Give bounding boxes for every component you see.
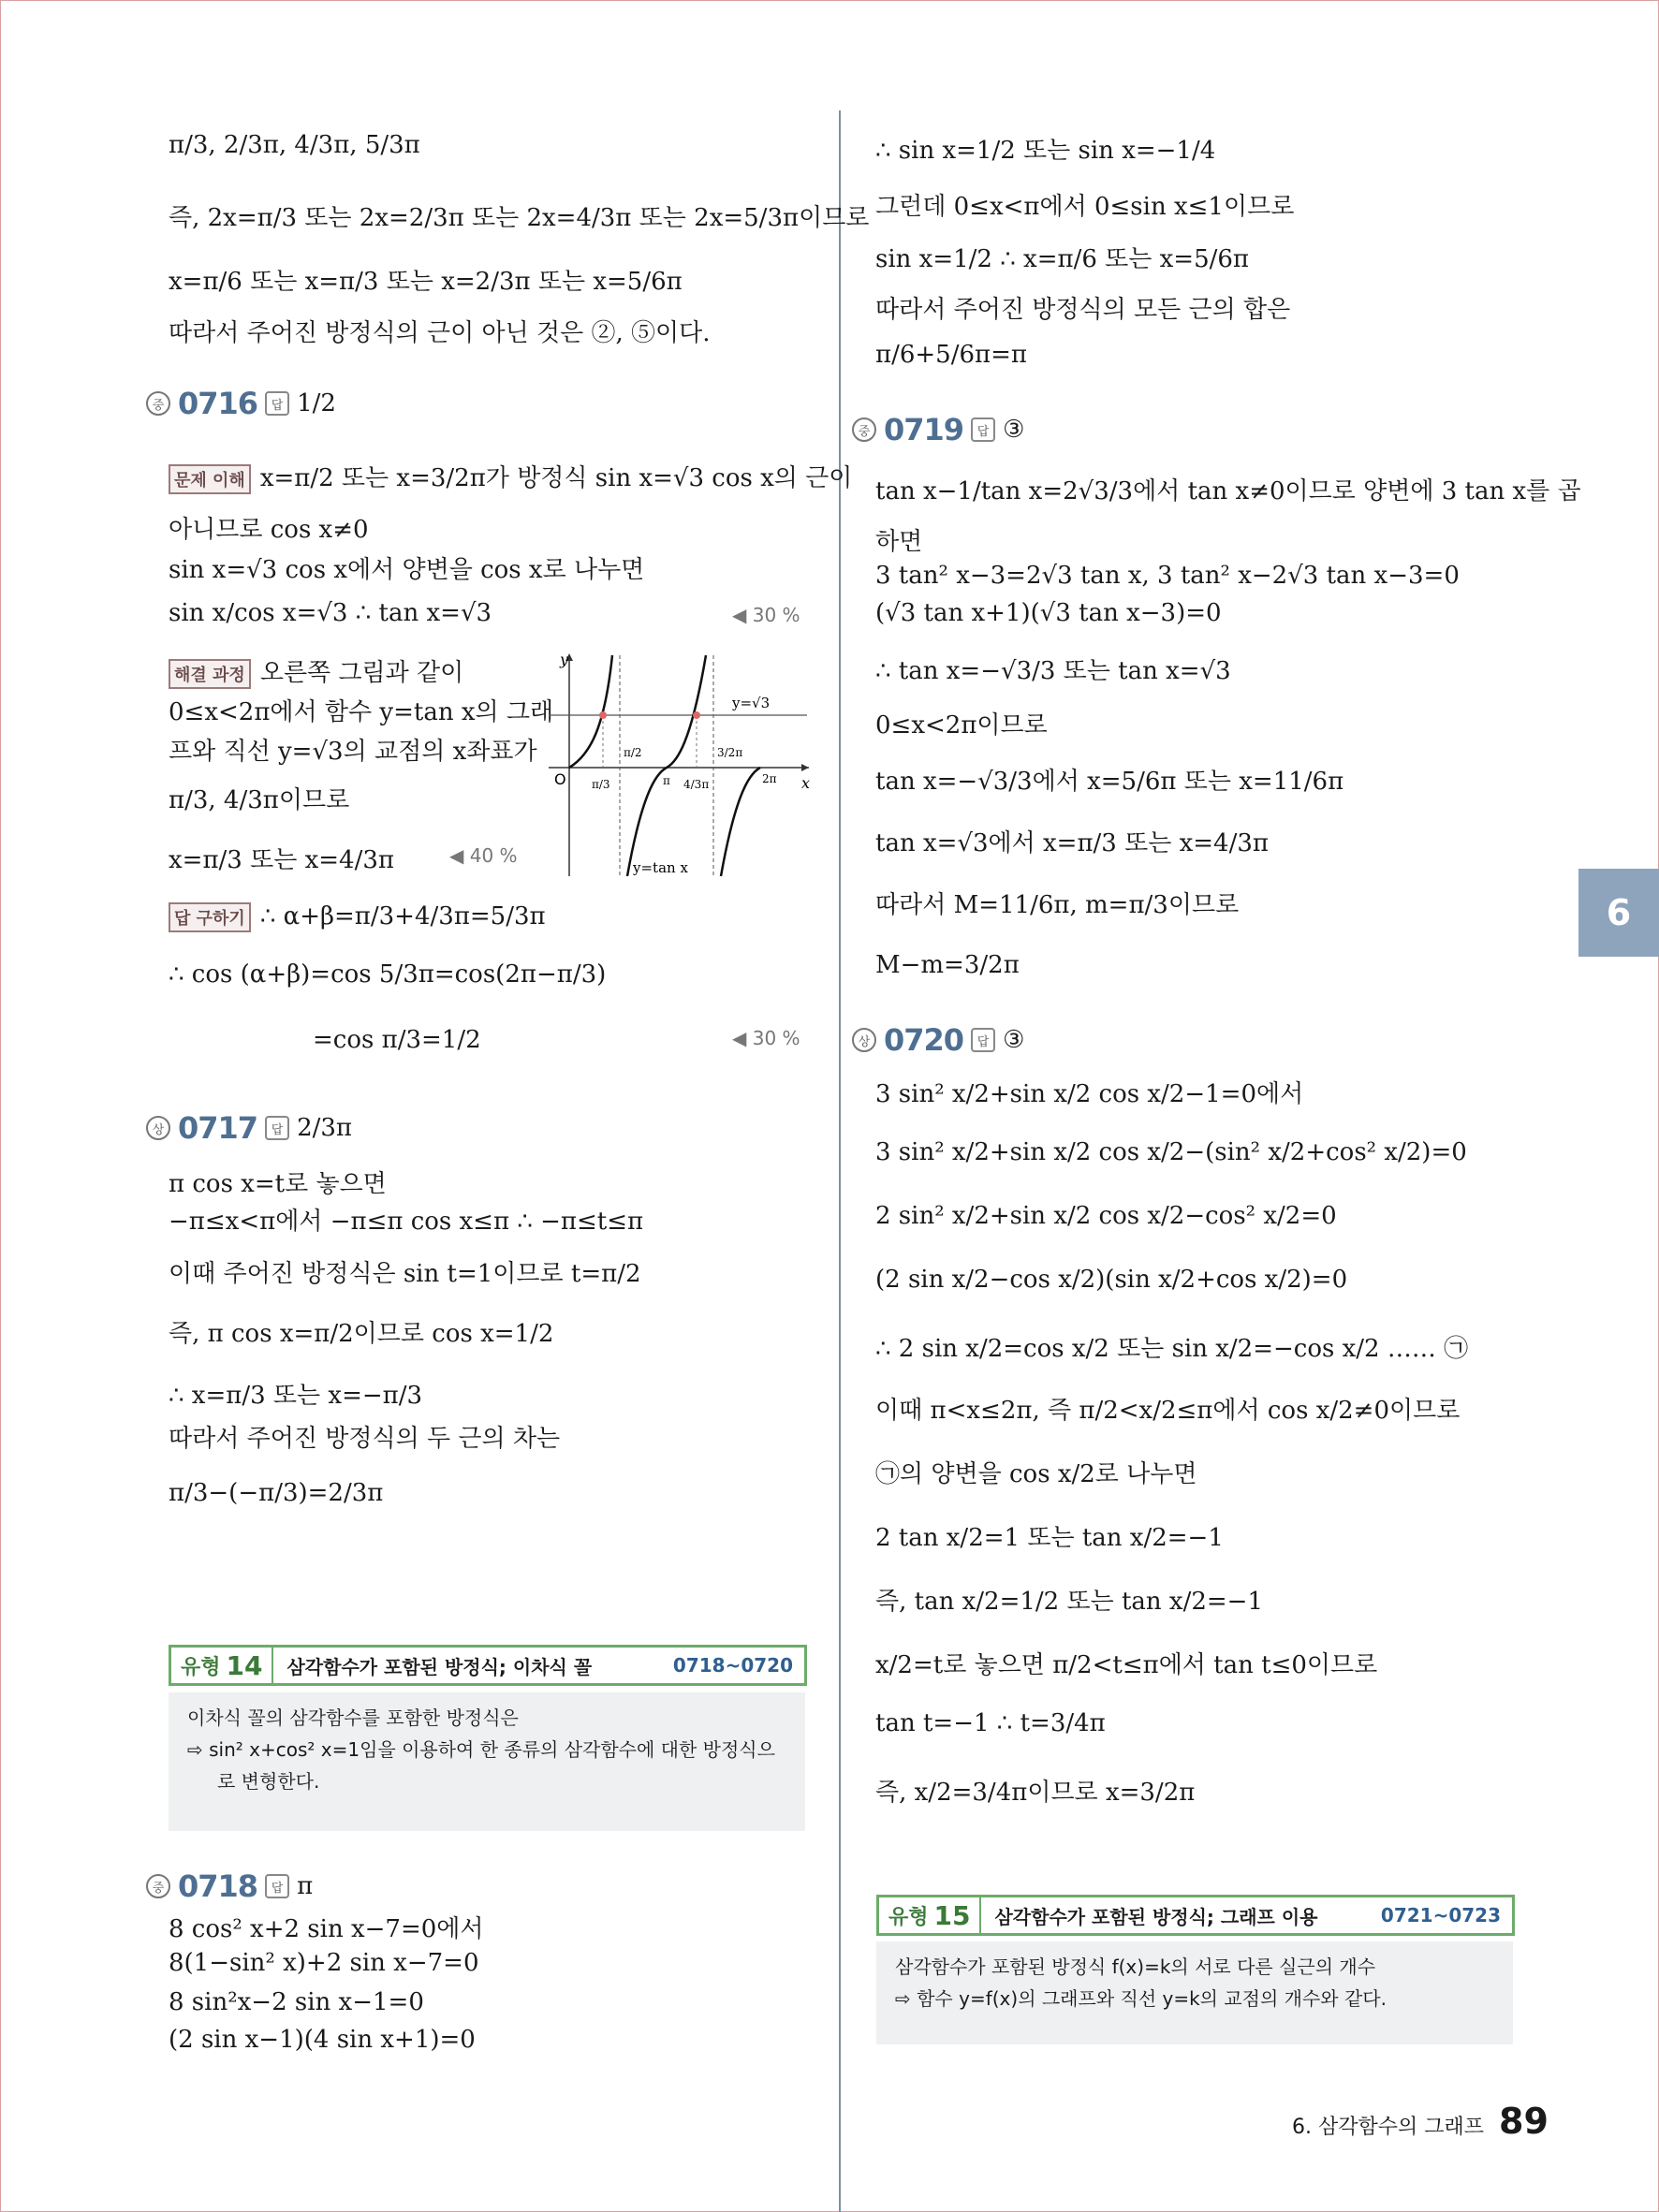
x-axis-arrow xyxy=(801,764,809,771)
graph-curve-label: y=tan x xyxy=(633,859,688,876)
type-15-header xyxy=(876,1895,1515,1936)
text-line: 3 sin² x/2+sin x/2 cos x/2−1=0에서 xyxy=(875,1080,1304,1108)
question-header-0718 xyxy=(146,1868,313,1904)
percent-score: ◀ 30 % xyxy=(732,604,800,626)
type-body-line: ⇨ 함수 y=f(x)의 그래프와 직선 y=k의 교점의 개수와 같다. xyxy=(895,1987,1387,2010)
question-header-0717 xyxy=(146,1110,352,1146)
text-line: tan t=−1 ∴ t=3/4π xyxy=(875,1709,1106,1737)
text-line: 8 cos² x+2 sin x−7=0에서 xyxy=(169,1915,484,1943)
difficulty-badge: 중 xyxy=(146,391,170,416)
text-line: 2 tan x/2=1 또는 tan x/2=−1 xyxy=(875,1524,1224,1552)
graph-tick: π/3 xyxy=(592,778,610,791)
text-line: 0≤x<2π에서 함수 y=tan x의 그래 xyxy=(169,698,554,726)
text-line: 즉, 2x=π/3 또는 2x=2/3π 또는 2x=4/3π 또는 2x=5/3π이므로 xyxy=(169,204,870,232)
type-body-line: 이차식 꼴의 삼각함수를 포함한 방정식은 xyxy=(187,1707,519,1729)
graph-xlabel: x xyxy=(801,774,811,792)
graph-ylabel: y xyxy=(560,652,569,668)
text-line: (2 sin x−1)(4 sin x+1)=0 xyxy=(169,2026,476,2054)
type-label: 유형 14 xyxy=(171,1648,273,1683)
graph-tick: 3/2π xyxy=(717,746,743,759)
graph-tick: 4/3π xyxy=(683,778,710,791)
difficulty-badge: 중 xyxy=(852,417,876,442)
graph-origin: O xyxy=(554,770,566,788)
page-number: 89 xyxy=(1499,2101,1549,2142)
text-line: x=π/3 또는 x=4/3π xyxy=(169,846,394,874)
text-line: ∴ sin x=1/2 또는 sin x=−1/4 xyxy=(875,137,1216,165)
text-line: 8(1−sin² x)+2 sin x−7=0 xyxy=(169,1949,479,1977)
type-title: 삼각함수가 포함된 방정식; 이차식 꼴 xyxy=(286,1655,593,1678)
answer-tag: 답 xyxy=(971,417,995,442)
type-14-header xyxy=(169,1645,807,1686)
text-line: sin x/cos x=√3 ∴ tan x=√3 xyxy=(169,599,492,627)
text-line: 즉, π cos x=π/2이므로 cos x=1/2 xyxy=(169,1320,554,1348)
text-line: 아니므로 cos x≠0 xyxy=(169,516,369,544)
text-line: ∴ 2 sin x/2=cos x/2 또는 sin x/2=−cos x/2 …… ㉠ xyxy=(875,1335,1469,1363)
text-line: 이때 주어진 방정식은 sin t=1이므로 t=π/2 xyxy=(169,1260,641,1288)
text-line: 즉, tan x/2=1/2 또는 tan x/2=−1 xyxy=(875,1588,1263,1616)
chapter-tab: 6 xyxy=(1578,869,1659,957)
step-label: 해결 과정 xyxy=(169,659,251,689)
answer-tag: 답 xyxy=(265,1116,289,1140)
text-line: tan x=√3에서 x=π/3 또는 x=4/3π xyxy=(875,829,1269,857)
text-line: tan x=−√3/3에서 x=5/6π 또는 x=11/6π xyxy=(875,768,1344,796)
question-number: 0719 xyxy=(884,412,964,447)
text-line xyxy=(169,653,463,689)
step-text: x=π/2 또는 x=3/2π가 방정식 sin x=√3 cos x의 근이 xyxy=(259,464,853,492)
text-line: 프와 직선 y=√3의 교점의 x좌표가 xyxy=(169,738,537,766)
text-line: 0≤x<2π이므로 xyxy=(875,711,1048,740)
text-line: 그런데 0≤x<π에서 0≤sin x≤1이므로 xyxy=(875,193,1295,221)
type-range: 0718~0720 xyxy=(672,1654,793,1677)
answer-tag: 답 xyxy=(265,1874,289,1898)
text-line: 따라서 주어진 방정식의 두 근의 차는 xyxy=(169,1425,561,1453)
answer-value: ③ xyxy=(1003,1026,1025,1054)
intersection-point xyxy=(599,711,607,719)
question-number: 0718 xyxy=(178,1868,258,1904)
text-line: x/2=t로 놓으면 π/2<t≤π에서 tan t≤0이므로 xyxy=(875,1651,1378,1679)
text-line xyxy=(169,902,546,932)
type-range: 0721~0723 xyxy=(1380,1904,1501,1926)
type-label: 유형 15 xyxy=(879,1897,981,1933)
step-label: 답 구하기 xyxy=(169,902,251,932)
text-line: π cos x=t로 놓으면 xyxy=(169,1170,387,1198)
type-14-body xyxy=(169,1692,805,1831)
type-body-line: 삼각함수가 포함된 방정식 f(x)=k의 서로 다른 실근의 개수 xyxy=(895,1956,1376,1978)
type-15-body xyxy=(876,1941,1513,2044)
answer-tag: 답 xyxy=(265,391,289,416)
text-line: ㉠의 양변을 cos x/2로 나누면 xyxy=(875,1460,1197,1488)
text-line: ∴ tan x=−√3/3 또는 tan x=√3 xyxy=(875,657,1231,685)
footer-chapter-title: 6. 삼각함수의 그래프 xyxy=(1292,2116,1484,2139)
text-line: −π≤x<π에서 −π≤π cos x≤π ∴ −π≤t≤π xyxy=(169,1208,644,1236)
text-line: 3 sin² x/2+sin x/2 cos x/2−(sin² x/2+cos² x/2)=0 xyxy=(875,1138,1467,1166)
question-number: 0716 xyxy=(178,386,258,421)
intersection-point xyxy=(693,711,700,719)
text-line: 즉, x/2=3/4π이므로 x=3/2π xyxy=(875,1779,1196,1807)
question-number: 0720 xyxy=(884,1022,964,1058)
step-text: 오른쪽 그림과 같이 xyxy=(259,659,464,687)
text-line: sin x=1/2 ∴ x=π/6 또는 x=5/6π xyxy=(875,245,1250,273)
text-line: π/6+5/6π=π xyxy=(875,341,1027,369)
text-line: 2 sin² x/2+sin x/2 cos x/2−cos² x/2=0 xyxy=(875,1202,1337,1230)
step-text: ∴ α+β=π/3+4/3π=5/3π xyxy=(259,902,546,930)
question-number: 0717 xyxy=(178,1110,258,1146)
text-line: 이때 π<x≤2π, 즉 π/2<x/2≤π에서 cos x/2≠0이므로 xyxy=(875,1397,1461,1425)
answer-tag: 답 xyxy=(971,1028,995,1052)
text-line: π/3−(−π/3)=2/3π xyxy=(169,1479,384,1507)
question-header-0719 xyxy=(852,412,1024,447)
question-header-0720 xyxy=(852,1022,1024,1058)
text-line: 3 tan² x−3=2√3 tan x, 3 tan² x−2√3 tan x−3=0 xyxy=(875,562,1460,590)
question-header-0716 xyxy=(146,386,336,421)
tan-curve xyxy=(627,655,706,876)
difficulty-badge: 상 xyxy=(146,1116,170,1140)
difficulty-badge: 중 xyxy=(146,1874,170,1898)
graph-tick: π xyxy=(663,774,670,787)
tan-graph xyxy=(549,652,811,876)
text-line: 8 sin²x−2 sin x−1=0 xyxy=(169,1988,424,2016)
text-line: 따라서 주어진 방정식의 모든 근의 합은 xyxy=(875,296,1291,324)
text-line: (2 sin x/2−cos x/2)(sin x/2+cos x/2)=0 xyxy=(875,1266,1348,1294)
column-divider xyxy=(839,110,841,2212)
text-line: x=π/6 또는 x=π/3 또는 x=2/3π 또는 x=5/6π xyxy=(169,268,683,296)
graph-line-label: y=√3 xyxy=(732,695,771,711)
text-line: 따라서 주어진 방정식의 근이 아닌 것은 ②, ⑤이다. xyxy=(169,319,711,347)
answer-value: π xyxy=(297,1872,314,1900)
answer-value: 1/2 xyxy=(297,389,336,417)
text-line: =cos π/3=1/2 xyxy=(313,1026,481,1054)
step-label: 문제 이해 xyxy=(169,464,251,494)
tan-curve xyxy=(569,655,612,768)
type-body-line: 로 변형한다. xyxy=(217,1770,320,1793)
text-line: M−m=3/2π xyxy=(875,951,1020,979)
text-line: 따라서 M=11/6π, m=π/3이므로 xyxy=(875,891,1240,919)
text-line: tan x−1/tan x=2√3/3에서 tan x≠0이므로 양변에 3 tan x를 곱 xyxy=(875,477,1581,505)
text-line: (√3 tan x+1)(√3 tan x−3)=0 xyxy=(875,599,1222,627)
tan-curve xyxy=(721,768,760,876)
text-line: ∴ cos (α+β)=cos 5/3π=cos(2π−π/3) xyxy=(169,960,607,989)
text-line xyxy=(169,459,852,494)
graph-tick: π/2 xyxy=(624,746,642,759)
percent-score: ◀ 40 % xyxy=(449,844,518,867)
percent-score: ◀ 30 % xyxy=(732,1027,800,1049)
text-line: π/3, 2/3π, 4/3π, 5/3π xyxy=(169,131,420,159)
type-body-line: ⇨ sin² x+cos² x=1임을 이용하여 한 종류의 삼각함수에 대한 방정식으 xyxy=(187,1738,775,1761)
answer-value: ③ xyxy=(1003,416,1025,444)
text-line: 하면 xyxy=(875,528,923,556)
type-title: 삼각함수가 포함된 방정식; 그래프 이용 xyxy=(994,1905,1318,1928)
text-line: π/3, 4/3π이므로 xyxy=(169,786,350,814)
page-footer xyxy=(1292,2101,1549,2142)
difficulty-badge: 상 xyxy=(852,1028,876,1052)
answer-value: 2/3π xyxy=(297,1114,352,1142)
text-line: ∴ x=π/3 또는 x=−π/3 xyxy=(169,1382,423,1410)
text-line: sin x=√3 cos x에서 양변을 cos x로 나누면 xyxy=(169,556,645,584)
graph-tick: 2π xyxy=(762,772,777,785)
